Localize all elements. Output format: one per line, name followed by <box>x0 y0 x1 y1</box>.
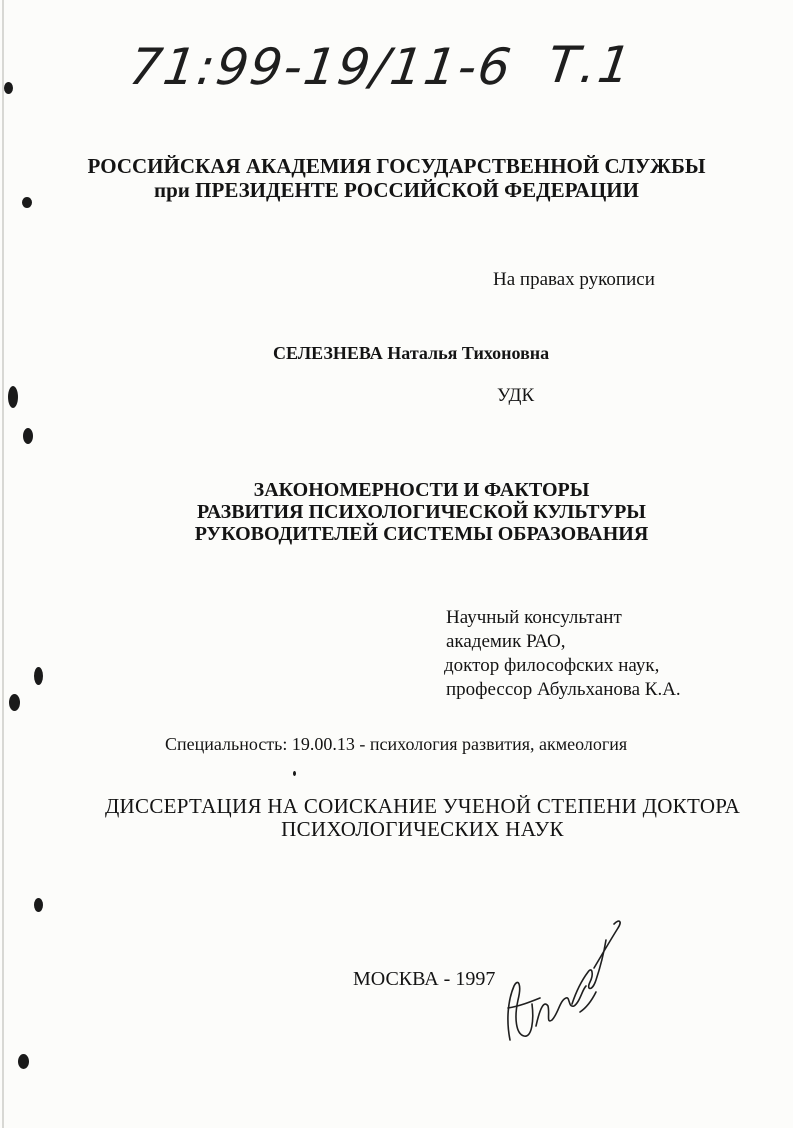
city-year: МОСКВА - 1997 <box>353 968 496 990</box>
catalog-code-handwritten: 71:99-19/11-6 <box>125 38 517 96</box>
dissertation-title-line-2: РАЗВИТИЯ ПСИХОЛОГИЧЕСКОЙ КУЛЬТУРЫ <box>197 501 646 523</box>
author-given-names: Наталья Тихоновна <box>387 343 550 363</box>
udk-label: УДК <box>497 385 535 406</box>
volume-mark-handwritten: Т.1 <box>543 36 637 94</box>
scientific-consultant <box>446 606 681 702</box>
consultant-title-3: профессор Абульханова К.А. <box>446 679 681 700</box>
academy-title-line-1: РОССИЙСКАЯ АКАДЕМИЯ ГОСУДАРСТВЕННОЙ СЛУЖБЫ <box>87 154 706 178</box>
consultant-role: Научный консультант <box>446 607 622 628</box>
author-surname: СЕЛЕЗНЕВА <box>273 343 383 363</box>
author-name <box>273 343 549 364</box>
punch-hole-mark <box>18 1054 29 1069</box>
degree-title-line-2: ПСИХОЛОГИЧЕСКИХ НАУК <box>281 817 564 841</box>
dissertation-title <box>0 479 793 545</box>
punch-hole-mark <box>23 428 33 444</box>
consultant-title-2: доктор философских наук, <box>444 655 660 676</box>
dissertation-title-line-1: ЗАКОНОМЕРНОСТИ И ФАКТОРЫ <box>253 479 590 501</box>
dissertation-title-line-3: РУКОВОДИТЕЛЕЙ СИСТЕМЫ ОБРАЗОВАНИЯ <box>194 523 649 545</box>
punch-hole-mark <box>4 82 13 94</box>
handwritten-signature <box>496 908 626 1048</box>
punch-hole-mark <box>9 694 20 711</box>
punch-hole-mark <box>8 386 18 408</box>
degree-title <box>0 795 793 841</box>
degree-title-line-1: ДИССЕРТАЦИЯ НА СОИСКАНИЕ УЧЕНОЙ СТЕПЕНИ ДОКТОРА <box>104 794 741 818</box>
manuscript-note: На правах рукописи <box>493 269 655 290</box>
specialty-line: Специальность: 19.00.13 - психология развития, акмеология <box>165 734 628 754</box>
punch-hole-mark <box>34 898 43 912</box>
academy-title <box>0 154 793 202</box>
consultant-title-1: академик РАО, <box>446 631 566 652</box>
academy-title-line-2: при ПРЕЗИДЕНТЕ РОССИЙСКОЙ ФЕДЕРАЦИИ <box>154 178 639 202</box>
punch-hole-mark <box>34 667 43 685</box>
ink-speck <box>293 771 296 776</box>
